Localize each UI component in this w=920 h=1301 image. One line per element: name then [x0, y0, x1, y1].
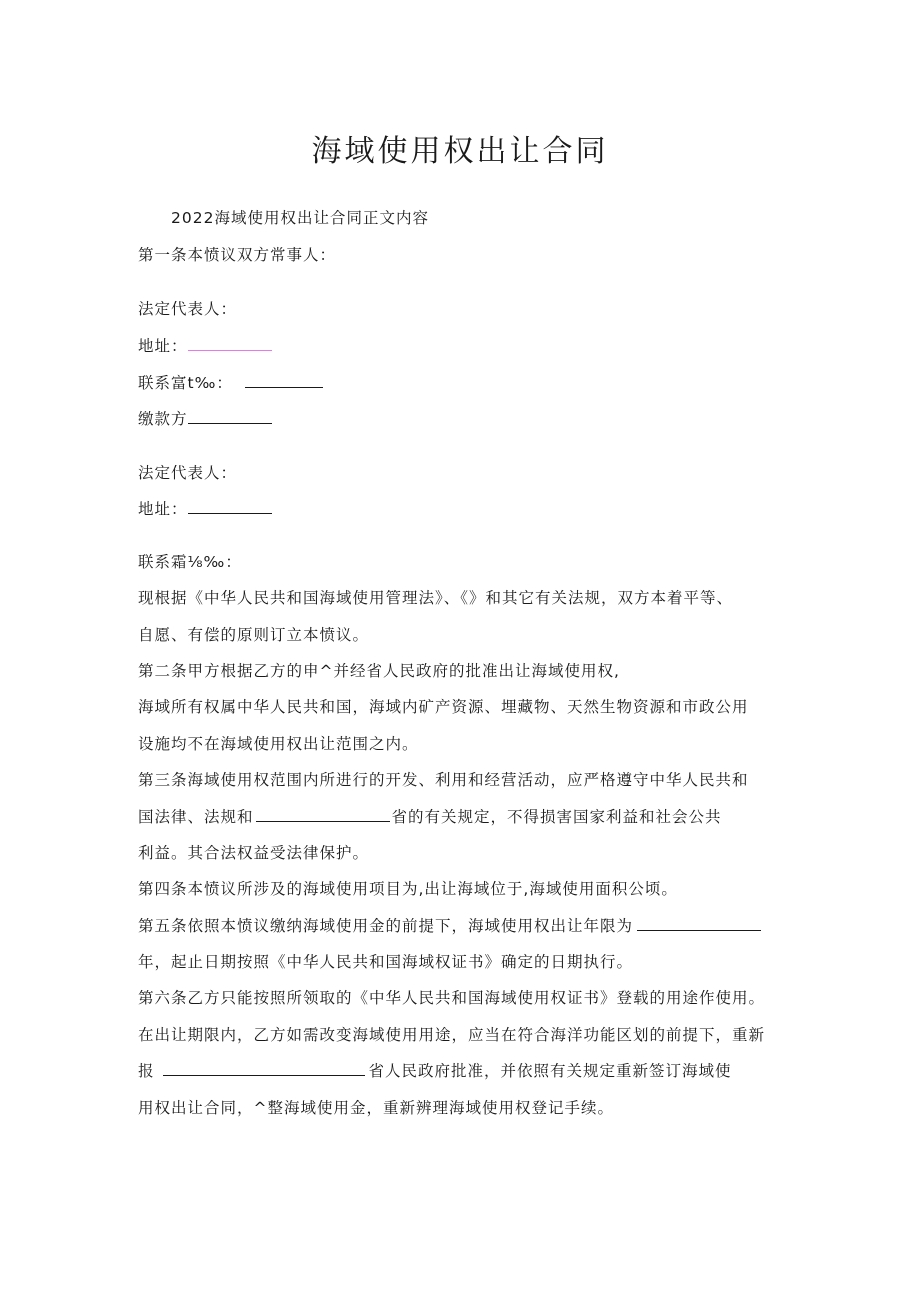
party-a-address-blank[interactable] — [188, 336, 272, 351]
article-3-line-3: 利益。其合法权益受法律保护。 — [138, 844, 370, 862]
article-4-line-1: 第四条本愤议所涉及的海域使用项目为,出让海域位于,海域使用面积公顷。 — [138, 880, 678, 898]
party-b-phone-label: 联系霜⅛‰： — [138, 553, 242, 571]
party-a-phone — [138, 372, 323, 394]
article-6-line-4: 用权出让合同，^整海域使用金，重新辨理海域使用权登记手续。 — [138, 1099, 614, 1117]
article-2-line-2: 海域所有权属中华人民共和国，海域内矿产资源、埋藏物、天然生物资源和市政公用 — [138, 698, 749, 716]
article-6-province-blank[interactable] — [163, 1061, 365, 1076]
article-6-line-3 — [138, 1060, 732, 1082]
party-a-phone-label: 联系富t‰： — [138, 374, 233, 392]
basis-line-2: 自愿、有偿的原则订立本愤议。 — [138, 626, 370, 644]
party-b-rep-label: 法定代表人： — [138, 464, 238, 482]
party-a-address-label: 地址： — [138, 337, 188, 355]
article-5-line-2: 年，起止日期按照《中华人民共和国海域权证书》确定的日期执行。 — [138, 953, 634, 971]
article-5-term-blank[interactable] — [637, 916, 761, 931]
article-2-line-3: 设施均不在海域使用权出让范围之内。 — [138, 735, 419, 753]
article-1-heading: 第一条本愤议双方常事人： — [138, 246, 337, 264]
document-title: 海域使用权出让合同 — [311, 134, 609, 169]
article-6-line-2: 在出让期限内，乙方如需改变海域使用用途，应当在符合海洋功能区划的前提下，重新 — [138, 1026, 766, 1044]
party-a-address — [138, 335, 272, 357]
party-b-name-label: 缴款方 — [138, 410, 188, 428]
article-3-line-2-post: 省的有关规定，不得损害国家利益和社会公共 — [391, 808, 722, 826]
party-a-phone-blank[interactable] — [245, 373, 323, 388]
article-3-line-2 — [138, 806, 722, 828]
article-3-province-blank[interactable] — [256, 807, 390, 822]
party-b-address-blank[interactable] — [188, 499, 272, 514]
party-b-name — [138, 408, 272, 430]
article-2-line-1: 第二条甲方根据乙方的申^并经省人民政府的批准出让海域使用权, — [138, 662, 620, 680]
article-6-line-1: 第六条乙方只能按照所领取的《中华人民共和国海域使用权证书》登载的用途作使用。 — [138, 989, 766, 1007]
party-b-address-label: 地址： — [138, 500, 188, 518]
article-3-line-1: 第三条海域使用权范围内所进行的开发、利用和经营活动，应严格遵守中华人民共和 — [138, 771, 749, 789]
basis-line-1: 现根据《中华人民共和国海域使用管理法》、《》和其它有关法规，双方本着平等、 — [138, 589, 734, 607]
article-5-line-1-text: 第五条依照本愤议缴纳海域使用金的前提下，海域使用权出让年限为 — [138, 917, 634, 935]
article-5-line-1 — [138, 915, 761, 937]
subtitle: 2022海域使用权出让合同正文内容 — [171, 209, 429, 227]
party-b-name-blank[interactable] — [188, 409, 272, 424]
party-a-rep-label: 法定代表人： — [138, 300, 238, 318]
article-3-line-2-pre: 国法律、法规和 — [138, 808, 254, 826]
article-6-line-3-post: 省人民政府批准，并依照有关规定重新签订海域使 — [368, 1062, 732, 1080]
party-b-address — [138, 498, 272, 520]
article-6-line-3-pre: 报 — [138, 1062, 155, 1080]
